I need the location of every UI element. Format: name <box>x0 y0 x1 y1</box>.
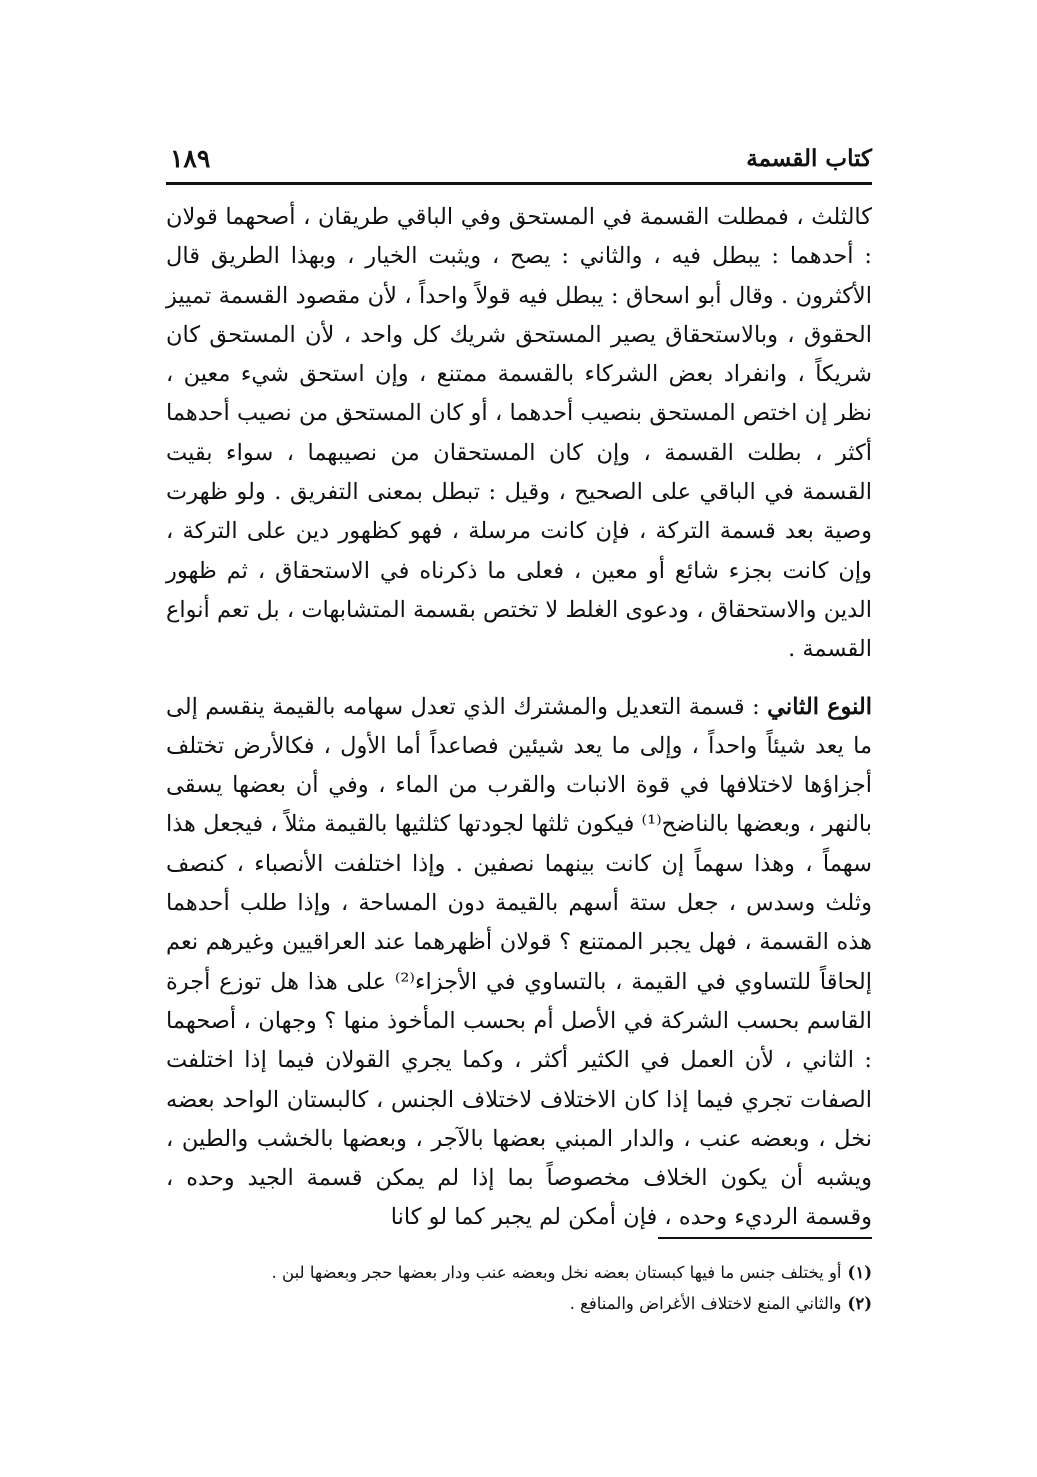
paragraph-2-text: : قسمة التعديل والمشترك الذي تعدل سهامه بالقيمة ينقسم إلى ما يعد شيئاً واحداً ، وإلى ما يعد شيئين فصاعداً أما الأول ، فكالأرض تختلف أجزاؤها لاختلافها في قوة الانبات والقرب من الماء ، وفي أن بعضها يسقى بالنهر ، وبعضها بالناضح⁽¹⁾ فيكون ثلثها لجودتها كثلثيها بالقيمة مثلاً ، فيجعل هذا سهماً ، وهذا سهماً إن كانت بينهما نصفين . وإذا اختلفت الأنصباء ، كنصف وثلث وسدس ، جعل ستة أسهم بالقيمة دون المساحة ، وإذا طلب أحدهما هذه القسمة ، فهل يجبر الممتنع ؟ قولان أظهرهما عند العراقيين وغيرهم نعم إلحاقاً للتساوي في القيمة ، بالتساوي في الأجزاء⁽²⁾ على هذا هل توزع أجرة القاسم بحسب الشركة في الأصل أم بحسب المأخوذ منها ؟ وجهان ، أصحهما : الثاني ، لأن العمل في الكثير أكثر ، وكما يجري القولان فيما إذا اختلفت الصفات تجري فيما إذا كان الاختلاف لاختلاف الجنس ، كالبستان الواحد بعضه نخل ، وبعضه عنب ، والدار المبني بعضها بالآجر ، وبعضها بالخشب والطين ، ويشبه أن يكون الخلاف مخصوصاً بما إذا لم يمكن قسمة الجيد وحده ، وقسمة الرديء وحده ، فإن أمكن لم يجبر كما لو كانا <box>166 693 872 1231</box>
page-number: ١٨٩ <box>170 144 211 173</box>
page-header <box>166 140 872 180</box>
section-lead: النوع الثاني <box>767 693 873 720</box>
footnote-rule <box>658 1237 872 1239</box>
running-title: كتاب القسمة <box>746 145 872 172</box>
footnote-1 <box>166 1257 872 1288</box>
footnote-text: أو يختلف جنس ما فيها كبستان بعضه نخل وبعضه عنب ودار بعضها حجر وبعضها لبن . <box>271 1263 842 1282</box>
footnote-number: (١) <box>847 1263 872 1282</box>
footnotes <box>166 1257 872 1319</box>
main-text <box>166 198 872 1238</box>
paragraph-2 <box>166 688 872 1238</box>
footnote-2 <box>166 1288 872 1319</box>
header-rule <box>166 182 872 185</box>
paragraph-1: كالثلث ، فمطلت القسمة في المستحق وفي الباقي طريقان ، أصحهما قولان : أحدهما : يبطل فيه ، والثاني : يصح ، ويثبت الخيار ، وبهذا الطريق قال الأكثرون . وقال أبو اسحاق : يبطل فيه قولاً واحداً ، لأن مقصود القسمة تمييز الحقوق ، وبالاستحقاق يصير المستحق شريك كل واحد ، لأن المستحق كان شريكاً ، وانفراد بعض الشركاء بالقسمة ممتنع ، وإن استحق شيء معين ، نظر إن اختص المستحق بنصيب أحدهما ، أو كان المستحق من نصيب أحدهما أكثر ، بطلت القسمة ، وإن كان المستحقان من نصيبهما ، سواء بقيت القسمة في الباقي على الصحيح ، وقيل : تبطل بمعنى التفريق . ولو ظهرت وصية بعد قسمة التركة ، فإن كانت مرسلة ، فهو كظهور دين على التركة ، وإن كانت بجزء شائع أو معين ، فعلى ما ذكرناه في الاستحقاق ، ثم ظهور الدين والاستحقاق ، ودعوى الغلط لا تختص بقسمة المتشابهات ، بل تعم أنواع القسمة . <box>166 204 872 663</box>
footnote-text: والثاني المنع لاختلاف الأغراض والمنافع . <box>569 1294 842 1313</box>
footnote-number: (٢) <box>847 1294 872 1313</box>
